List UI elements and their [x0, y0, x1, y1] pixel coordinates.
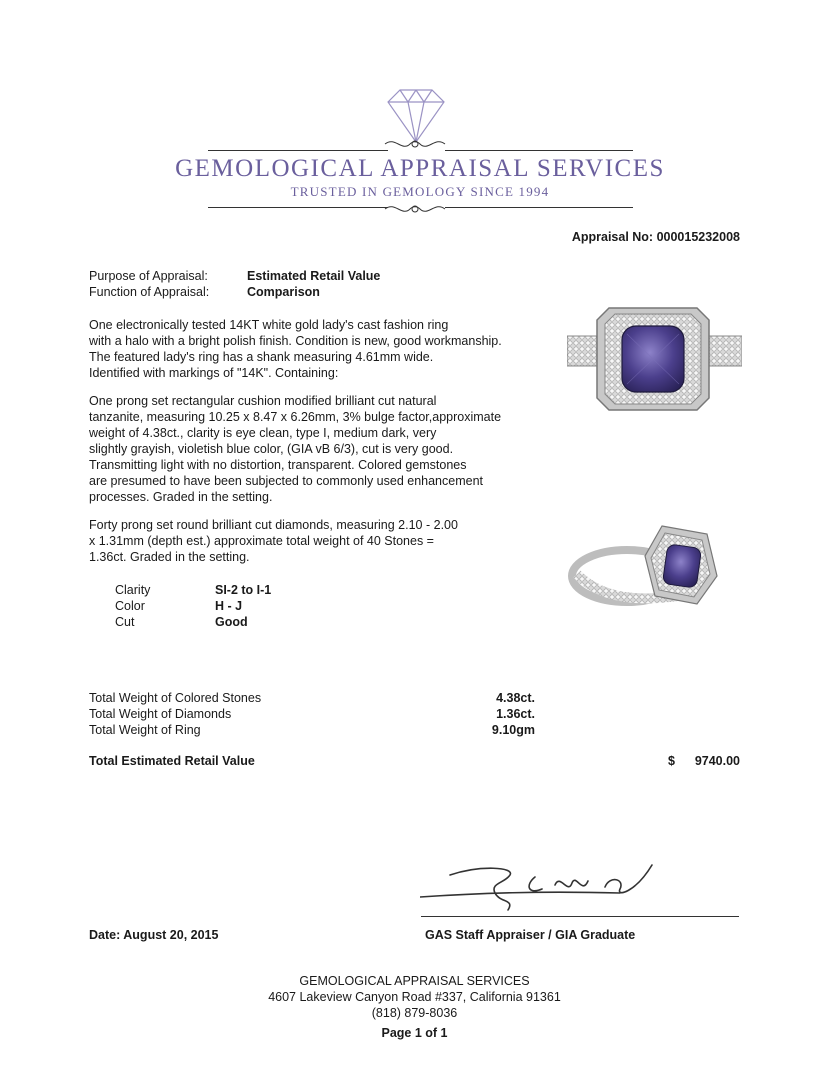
total-label-ring: Total Weight of Ring — [89, 723, 201, 737]
text-line: Identified with markings of "14K". Containing: — [89, 366, 339, 380]
ring-photo-top-view — [567, 298, 742, 418]
header-rule — [445, 150, 633, 151]
footer-address: 4607 Lakeview Canyon Road #337, California 91361 — [268, 990, 561, 1004]
total-value-colored-stones: 4.38ct. — [496, 691, 535, 705]
text-line: x 1.31mm (depth est.) approximate total weight of 40 Stones = — [89, 534, 434, 548]
function-label: Function of Appraisal: — [89, 285, 210, 299]
text-line: weight of 4.38ct., clarity is eye clean, type I, medium dark, very — [89, 426, 437, 440]
header-rule — [445, 207, 633, 208]
signature-line — [421, 916, 739, 917]
ring-photo-side-view — [567, 516, 727, 616]
grade-value-clarity: SI-2 to I-1 — [215, 583, 272, 597]
grade-label-clarity: Clarity — [115, 583, 151, 597]
total-label-diamonds: Total Weight of Diamonds — [89, 707, 232, 721]
grade-label-cut: Cut — [115, 615, 135, 629]
grade-value-cut: Good — [215, 615, 248, 629]
grade-label-color: Color — [115, 599, 145, 613]
footer-phone: (818) 879-8036 — [371, 1006, 458, 1020]
ring-description — [89, 317, 559, 381]
total-value-ring: 9.10gm — [491, 723, 535, 737]
total-label-colored-stones: Total Weight of Colored Stones — [89, 691, 262, 705]
gemstone-description — [89, 393, 559, 505]
text-line: are presumed to have been subjected to commonly used enhancement — [89, 474, 483, 488]
text-line: slightly grayish, violetish blue color, (GIA vB 6/3), cut is very good. — [89, 442, 454, 456]
purpose-label: Purpose of Appraisal: — [89, 269, 208, 283]
page-number: Page 1 of 1 — [381, 1026, 448, 1040]
text-line: with a halo with a bright polish finish. Condition is new, good workmanship. — [89, 334, 502, 348]
currency-symbol: $ — [668, 754, 675, 768]
signature-image — [420, 855, 740, 925]
header-rule — [208, 207, 388, 208]
text-line: processes. Graded in the setting. — [89, 490, 273, 504]
grade-value-color: H - J — [215, 599, 243, 613]
ornament-icon — [380, 199, 450, 219]
signer-title: GAS Staff Appraiser / GIA Graduate — [425, 928, 636, 942]
footer-company: GEMOLOGICAL APPRAISAL SERVICES — [299, 974, 530, 988]
text-line: tanzanite, measuring 10.25 x 8.47 x 6.26mm, 3% bulge factor,approximate — [89, 410, 502, 424]
retail-value-amount: 9740.00 — [694, 754, 740, 768]
retail-value-label: Total Estimated Retail Value — [89, 754, 255, 768]
text-line: Forty prong set round brilliant cut diamonds, measuring 2.10 - 2.00 — [89, 518, 458, 532]
text-line: One electronically tested 14KT white gold lady's cast fashion ring — [89, 318, 449, 332]
text-line: Transmitting light with no distortion, transparent. Colored gemstones — [89, 458, 467, 472]
appraisal-number: Appraisal No: 000015232008 — [571, 230, 740, 244]
company-name: GEMOLOGICAL APPRAISAL SERVICES — [175, 155, 665, 182]
text-line: The featured lady's ring has a shank measuring 4.61mm wide. — [89, 350, 434, 364]
diamonds-description — [89, 517, 559, 565]
ornament-icon — [380, 134, 450, 154]
company-tagline: TRUSTED IN GEMOLOGY SINCE 1994 — [290, 184, 550, 199]
function-value: Comparison — [247, 285, 320, 299]
header-rule — [208, 150, 388, 151]
total-value-diamonds: 1.36ct. — [496, 707, 535, 721]
appraisal-date: Date: August 20, 2015 — [89, 928, 219, 942]
text-line: One prong set rectangular cushion modified brilliant cut natural — [89, 394, 437, 408]
purpose-value: Estimated Retail Value — [247, 269, 381, 283]
text-line: 1.36ct. Graded in the setting. — [89, 550, 250, 564]
